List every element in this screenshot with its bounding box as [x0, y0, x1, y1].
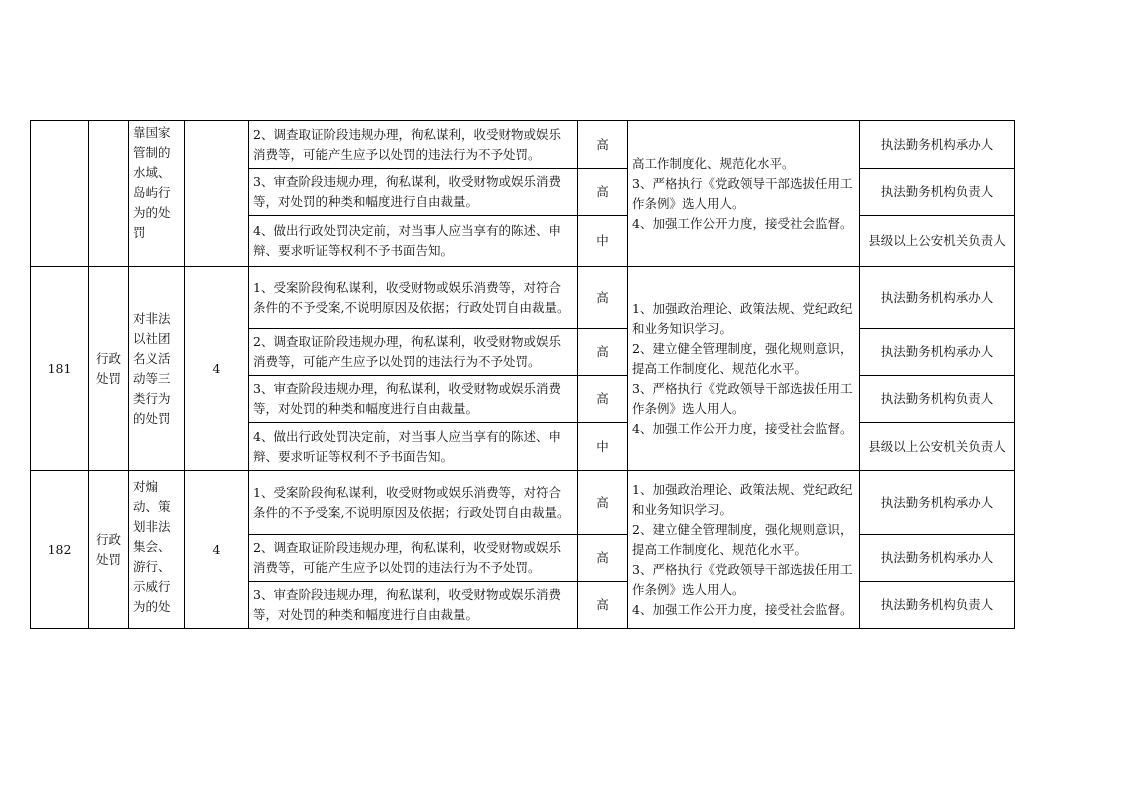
- risk-point-cell: 2、调查取证阶段违规办理，徇私谋利，收受财物或娱乐消费等，可能产生应予以处罚的违法行为不予处罚。: [249, 121, 578, 169]
- responsible-person-cell: 执法勤务机构承办人: [860, 121, 1015, 169]
- risk-level-cell: 高: [578, 376, 628, 423]
- risk-point-cell: 3、审查阶段违规办理，徇私谋利，收受财物或娱乐消费等，对处罚的种类和幅度进行自由裁量。: [249, 376, 578, 423]
- category-cell: 行政处罚: [89, 471, 129, 629]
- item-name-cell: 对非法以社团名义活动等三类行为的处罚: [129, 267, 185, 471]
- risk-level-cell: 高: [578, 267, 628, 329]
- responsible-person-cell: 县级以上公安机关负责人: [860, 216, 1015, 267]
- risk-level-cell: 高: [578, 471, 628, 535]
- risk-level-cell: 高: [578, 535, 628, 582]
- prevention-measures-cell: [628, 267, 860, 471]
- responsible-person-cell: 执法勤务机构负责人: [860, 376, 1015, 423]
- responsible-person-cell: 执法勤务机构承办人: [860, 535, 1015, 582]
- prevention-measures-cell: [628, 471, 860, 629]
- category-cell: 行政处罚: [89, 267, 129, 471]
- risk-count-cell: 4: [185, 471, 249, 629]
- risk-level-cell: 中: [578, 423, 628, 471]
- risk-table: [30, 120, 1015, 629]
- row-number-cell: [31, 121, 89, 267]
- risk-level-cell: 高: [578, 169, 628, 216]
- responsible-person-cell: 执法勤务机构承办人: [860, 329, 1015, 376]
- row-number-cell: 182: [31, 471, 89, 629]
- measure-item: 4、加强工作公开力度，接受社会监督。: [632, 420, 853, 436]
- risk-count-cell: [185, 121, 249, 267]
- table-row: [31, 267, 1015, 329]
- responsible-person-cell: 执法勤务机构负责人: [860, 169, 1015, 216]
- item-name-cell: 对煽动、策划非法集会、游行、示威行为的处: [129, 471, 185, 629]
- prevention-measures-cell: [628, 121, 860, 267]
- table-row: [31, 471, 1015, 535]
- measure-item: 高工作制度化、规范化水平。: [632, 155, 795, 171]
- measure-item: 1、加强政治理论、政策法规、党纪政纪和业务知识学习。: [632, 300, 853, 336]
- risk-point-cell: 1、受案阶段徇私谋利，收受财物或娱乐消费等，对符合条件的不予受案,不说明原因及依据；行政处罚自由裁量。: [249, 267, 578, 329]
- category-cell: [89, 121, 129, 267]
- measure-item: 2、建立健全管理制度，强化规则意识，提高工作制度化、规范化水平。: [632, 340, 853, 376]
- measure-item: 3、严格执行《党政领导干部选拔任用工作条例》选人用人。: [632, 380, 853, 416]
- risk-point-cell: 1、受案阶段徇私谋利，收受财物或娱乐消费等，对符合条件的不予受案,不说明原因及依据；行政处罚自由裁量。: [249, 471, 578, 535]
- risk-level-cell: 高: [578, 329, 628, 376]
- measure-item: 2、建立健全管理制度，强化规则意识，提高工作制度化、规范化水平。: [632, 521, 853, 557]
- risk-level-cell: 中: [578, 216, 628, 267]
- responsible-person-cell: 执法勤务机构承办人: [860, 471, 1015, 535]
- measure-item: 4、加强工作公开力度，接受社会监督。: [632, 601, 853, 617]
- responsible-person-cell: 执法勤务机构负责人: [860, 582, 1015, 629]
- row-number-cell: 181: [31, 267, 89, 471]
- risk-point-cell: 3、审查阶段违规办理，徇私谋利，收受财物或娱乐消费等，对处罚的种类和幅度进行自由裁量。: [249, 582, 578, 629]
- responsible-person-cell: 执法勤务机构承办人: [860, 267, 1015, 329]
- measure-item: 3、严格执行《党政领导干部选拔任用工作条例》选人用人。: [632, 175, 853, 211]
- table-row: [31, 121, 1015, 169]
- risk-point-cell: 3、审查阶段违规办理，徇私谋利，收受财物或娱乐消费等，对处罚的种类和幅度进行自由裁量。: [249, 169, 578, 216]
- risk-point-cell: 2、调查取证阶段违规办理，徇私谋利，收受财物或娱乐消费等，可能产生应予以处罚的违法行为不予处罚。: [249, 535, 578, 582]
- risk-level-cell: 高: [578, 121, 628, 169]
- risk-level-cell: 高: [578, 582, 628, 629]
- measure-item: 3、严格执行《党政领导干部选拔任用工作条例》选人用人。: [632, 561, 853, 597]
- risk-point-cell: 4、做出行政处罚决定前，对当事人应当享有的陈述、申辩、要求听证等权利不予书面告知。: [249, 423, 578, 471]
- measure-item: 1、加强政治理论、政策法规、党纪政纪和业务知识学习。: [632, 481, 853, 517]
- risk-point-cell: 2、调查取证阶段违规办理，徇私谋利，收受财物或娱乐消费等，可能产生应予以处罚的违法行为不予处罚。: [249, 329, 578, 376]
- measure-item: 4、加强工作公开力度，接受社会监督。: [632, 215, 853, 231]
- item-name-cell: 靠国家管制的水域、岛屿行为的处罚: [129, 121, 185, 267]
- responsible-person-cell: 县级以上公安机关负责人: [860, 423, 1015, 471]
- risk-point-cell: 4、做出行政处罚决定前，对当事人应当享有的陈述、申辩、要求听证等权利不予书面告知。: [249, 216, 578, 267]
- risk-count-cell: 4: [185, 267, 249, 471]
